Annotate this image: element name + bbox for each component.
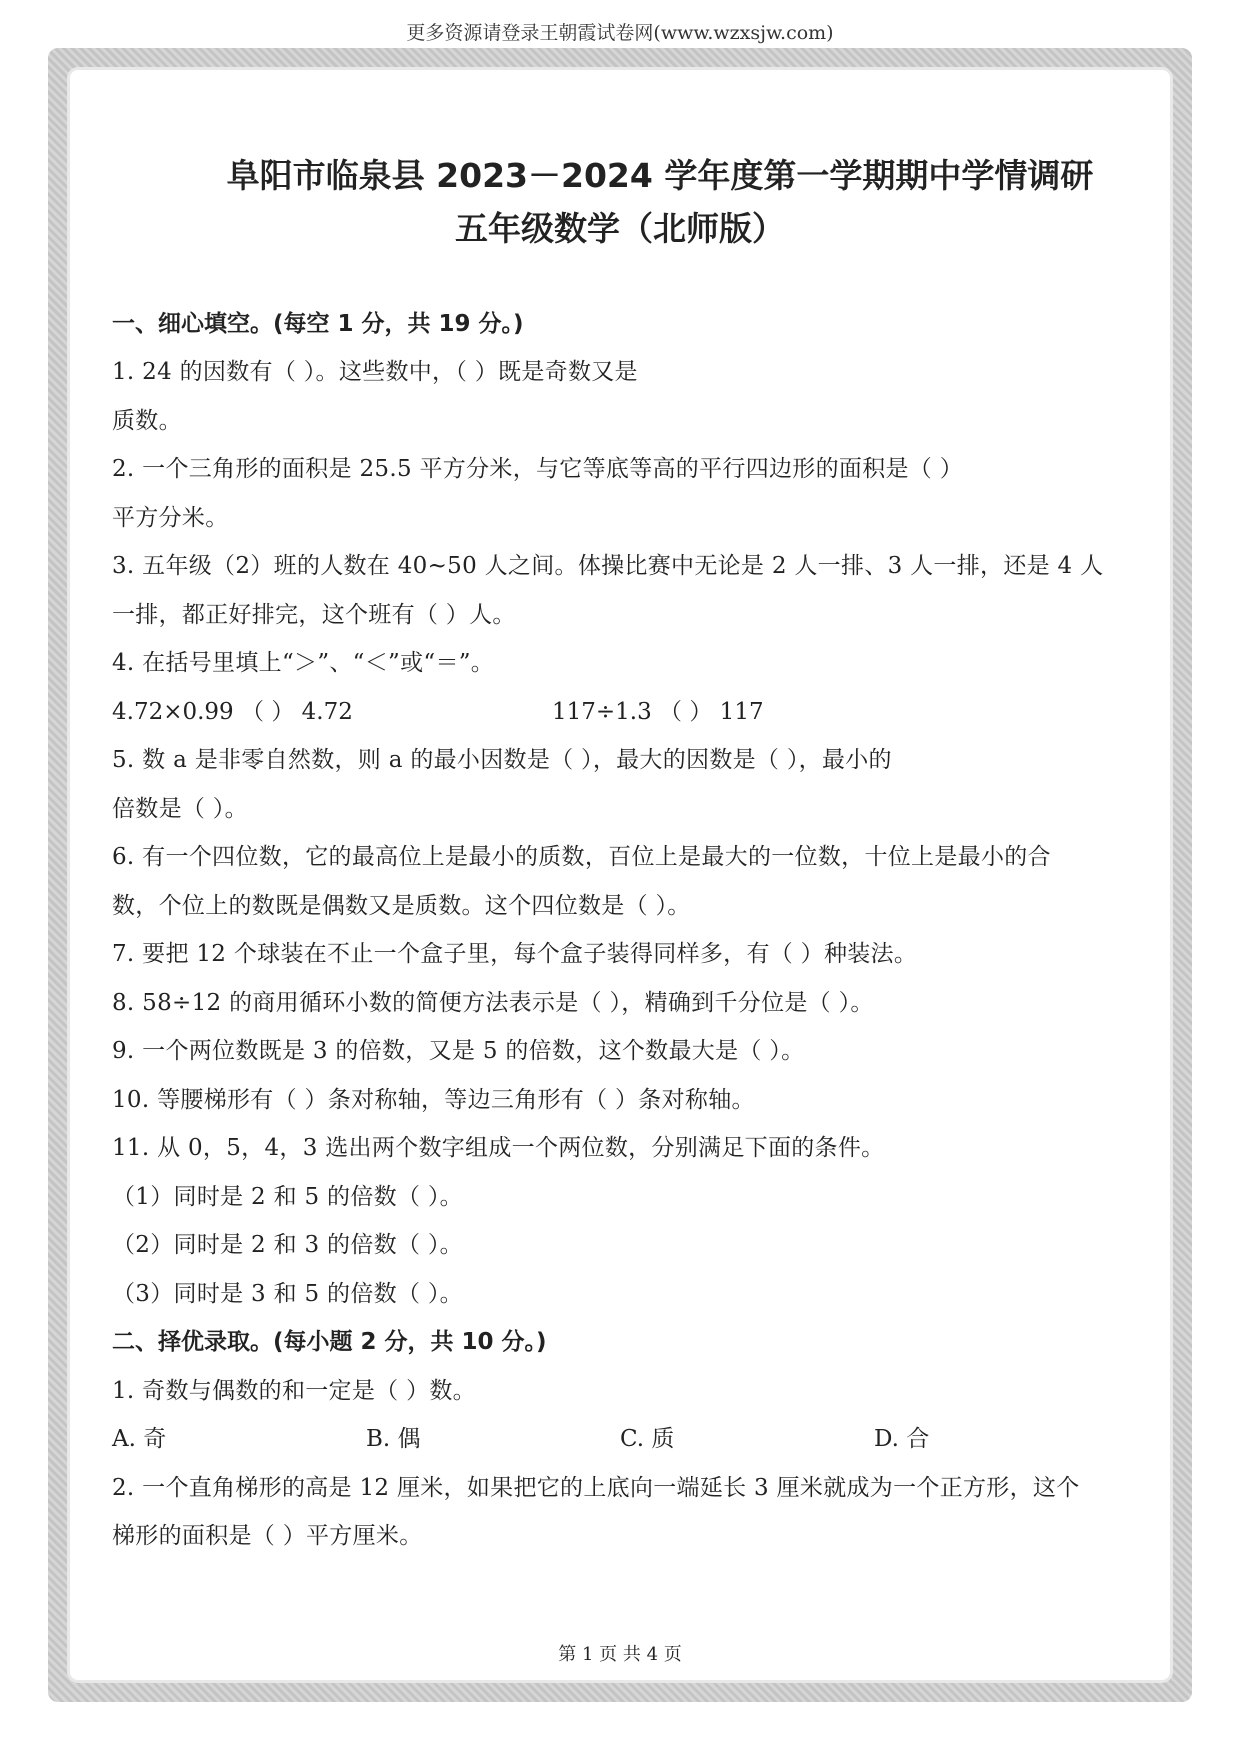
question-11: 11. 从 0，5，4，3 选出两个数字组成一个两位数，分别满足下面的条件。 — [112, 1135, 885, 1162]
section-2-heading: 二、择优录取。(每小题 2 分，共 10 分。) — [112, 1329, 547, 1356]
question-6-line-1: 6. 有一个四位数，它的最高位上是最小的质数，百位上是最大的一位数，十位上是最小的合 — [112, 844, 1051, 871]
site-banner: 更多资源请登录王朝霞试卷网(www.wzxsjw.com) — [406, 22, 834, 44]
question-5-line-1: 5. 数 a 是非零自然数，则 a 的最小因数是（ ），最大的因数是（ ），最小的 — [112, 747, 892, 774]
question-4-items — [112, 688, 1128, 737]
question-9: 9. 一个两位数既是 3 的倍数，又是 5 的倍数，这个数最大是（ ）。 — [112, 1038, 805, 1065]
question-4-item-a: 4.72×0.99 （ ） 4.72 — [112, 698, 353, 725]
question-4-item-b: 117÷1.3 （ ） 117 — [552, 698, 764, 725]
choice-question-1: 1. 奇数与偶数的和一定是（ ）数。 — [112, 1377, 476, 1404]
question-1-line-2: 质数。 — [112, 407, 182, 434]
choice-question-2-line-2: 梯形的面积是（ ）平方厘米。 — [112, 1523, 423, 1550]
question-2-line-2: 平方分米。 — [112, 504, 229, 531]
question-3-line-2: 一排，都正好排完，这个班有（ ）人。 — [112, 601, 516, 628]
question-8: 8. 58÷12 的商用循环小数的简便方法表示是（ ），精确到千分位是（ ）。 — [112, 989, 874, 1016]
option-a: A. 奇 — [112, 1426, 167, 1453]
question-11-part-3: （3）同时是 3 和 5 的倍数（ ）。 — [112, 1280, 463, 1307]
question-1-line-1: 1. 24 的因数有（ ）。这些数中，（ ）既是奇数又是 — [112, 359, 638, 386]
choice-question-2-line-1: 2. 一个直角梯形的高是 12 厘米，如果把它的上底向一端延长 3 厘米就成为一个正方形，这个 — [112, 1474, 1080, 1501]
section-1-heading: 一、细心填空。(每空 1 分，共 19 分。) — [112, 310, 524, 337]
question-7: 7. 要把 12 个球装在不止一个盒子里，每个盒子装得同样多，有（ ）种装法。 — [112, 941, 918, 968]
question-3-line-1: 3. 五年级（2）班的人数在 40~50 人之间。体操比赛中无论是 2 人一排、3 人一排，还是 4 人 — [112, 553, 1104, 580]
option-b: B. 偶 — [366, 1426, 421, 1453]
option-c: C. 质 — [620, 1426, 675, 1453]
question-11-part-2: （2）同时是 2 和 3 的倍数（ ）。 — [112, 1232, 463, 1259]
choice-question-1-options — [112, 1415, 1128, 1464]
question-11-part-1: （1）同时是 2 和 5 的倍数（ ）。 — [112, 1183, 463, 1210]
page-number: 第 1 页 共 4 页 — [558, 1644, 682, 1665]
question-4: 4. 在括号里填上“＞”、“＜”或“＝”。 — [112, 650, 495, 677]
question-5-line-2: 倍数是（ ）。 — [112, 795, 248, 822]
exam-content — [112, 150, 1128, 1561]
exam-title: 阜阳市临泉县 2023－2024 学年度第一学期期中学情调研 — [226, 156, 1094, 195]
exam-subtitle: 五年级数学（北师版） — [455, 208, 785, 248]
question-2-line-1: 2. 一个三角形的面积是 25.5 平方分米，与它等底等高的平行四边形的面积是（ ） — [112, 456, 963, 483]
question-10: 10. 等腰梯形有（ ）条对称轴，等边三角形有（ ）条对称轴。 — [112, 1086, 755, 1113]
question-6-line-2: 数，个位上的数既是偶数又是质数。这个四位数是（ ）。 — [112, 892, 691, 919]
option-d: D. 合 — [874, 1426, 930, 1453]
